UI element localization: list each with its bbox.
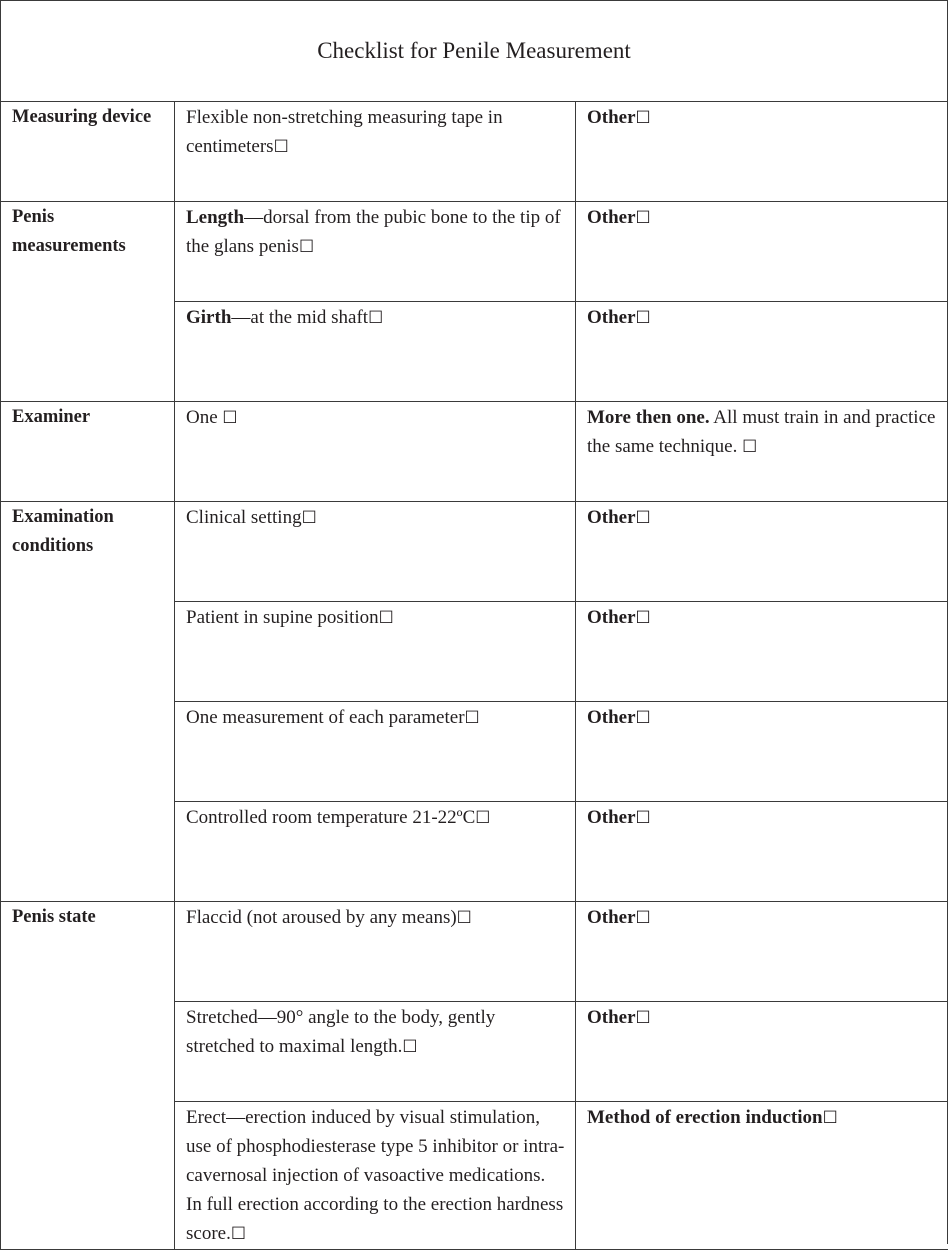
- option-cell: Girth—at the mid shaft☐: [175, 302, 576, 402]
- checkbox[interactable]: ☐: [299, 237, 314, 257]
- option-cell: Patient in supine position☐: [175, 602, 576, 702]
- alternative-cell: Other☐: [576, 102, 948, 202]
- alternative-cell: Method of erection induction☐: [576, 1102, 948, 1250]
- option-cell: Flaccid (not aroused by any means)☐: [175, 902, 576, 1002]
- table-row: [1, 902, 948, 1002]
- checkbox[interactable]: ☐: [222, 408, 237, 428]
- category-cell: Examiner: [1, 402, 175, 502]
- table-row: [1, 502, 948, 602]
- checkbox[interactable]: ☐: [402, 1037, 417, 1057]
- alternative-cell: Other☐: [576, 1002, 948, 1102]
- checkbox[interactable]: ☐: [465, 708, 480, 728]
- table-row: [1, 402, 948, 502]
- option-cell: One measurement of each parameter☐: [175, 702, 576, 802]
- checkbox[interactable]: ☐: [475, 808, 490, 828]
- checkbox[interactable]: ☐: [636, 208, 651, 228]
- checkbox[interactable]: ☐: [457, 908, 472, 928]
- option-cell: One ☐: [175, 402, 576, 502]
- checkbox[interactable]: ☐: [742, 437, 757, 457]
- category-cell: Penis measurements: [1, 202, 175, 402]
- option-cell: Length—dorsal from the pubic bone to the tip of the glans penis☐: [175, 202, 576, 302]
- checkbox[interactable]: ☐: [302, 508, 317, 528]
- alternative-cell: Other☐: [576, 502, 948, 602]
- checkbox[interactable]: ☐: [636, 908, 651, 928]
- checkbox[interactable]: ☐: [636, 108, 651, 128]
- alternative-cell: More then one. All must train in and practice the same technique. ☐: [576, 402, 948, 502]
- option-cell: Stretched—90° angle to the body, gently stretched to maximal length.☐: [175, 1002, 576, 1102]
- alternative-cell: Other☐: [576, 302, 948, 402]
- category-cell: Measuring device: [1, 102, 175, 202]
- table-row: [1, 102, 948, 202]
- checkbox[interactable]: ☐: [274, 137, 289, 157]
- alternative-cell: Other☐: [576, 202, 948, 302]
- checkbox[interactable]: ☐: [231, 1224, 246, 1244]
- document-title: Checklist for Penile Measurement: [0, 0, 948, 101]
- checkbox[interactable]: ☐: [636, 808, 651, 828]
- option-cell: Controlled room temperature 21-22ºC☐: [175, 802, 576, 902]
- checkbox[interactable]: ☐: [636, 508, 651, 528]
- alternative-cell: Other☐: [576, 602, 948, 702]
- category-cell: Penis state: [1, 902, 175, 1250]
- option-cell: Flexible non-stretching measuring tape in centimeters☐: [175, 102, 576, 202]
- checkbox[interactable]: ☐: [636, 1008, 651, 1028]
- table-row: [1, 202, 948, 302]
- checkbox[interactable]: ☐: [636, 608, 651, 628]
- option-cell: Erect—erection induced by visual stimulation, use of phosphodiesterase type 5 inhibitor or intra-cavernosal injection of vasoactive medications. In full erection according to the erection hardness score.☐: [175, 1102, 576, 1250]
- checkbox[interactable]: ☐: [379, 608, 394, 628]
- category-cell: Examination conditions: [1, 502, 175, 902]
- checkbox[interactable]: ☐: [636, 308, 651, 328]
- checkbox[interactable]: ☐: [368, 308, 383, 328]
- checkbox[interactable]: ☐: [823, 1108, 838, 1128]
- alternative-cell: Other☐: [576, 802, 948, 902]
- alternative-cell: Other☐: [576, 702, 948, 802]
- alternative-cell: Other☐: [576, 902, 948, 1002]
- option-cell: Clinical setting☐: [175, 502, 576, 602]
- checkbox[interactable]: ☐: [636, 708, 651, 728]
- checklist-table: [0, 101, 948, 1250]
